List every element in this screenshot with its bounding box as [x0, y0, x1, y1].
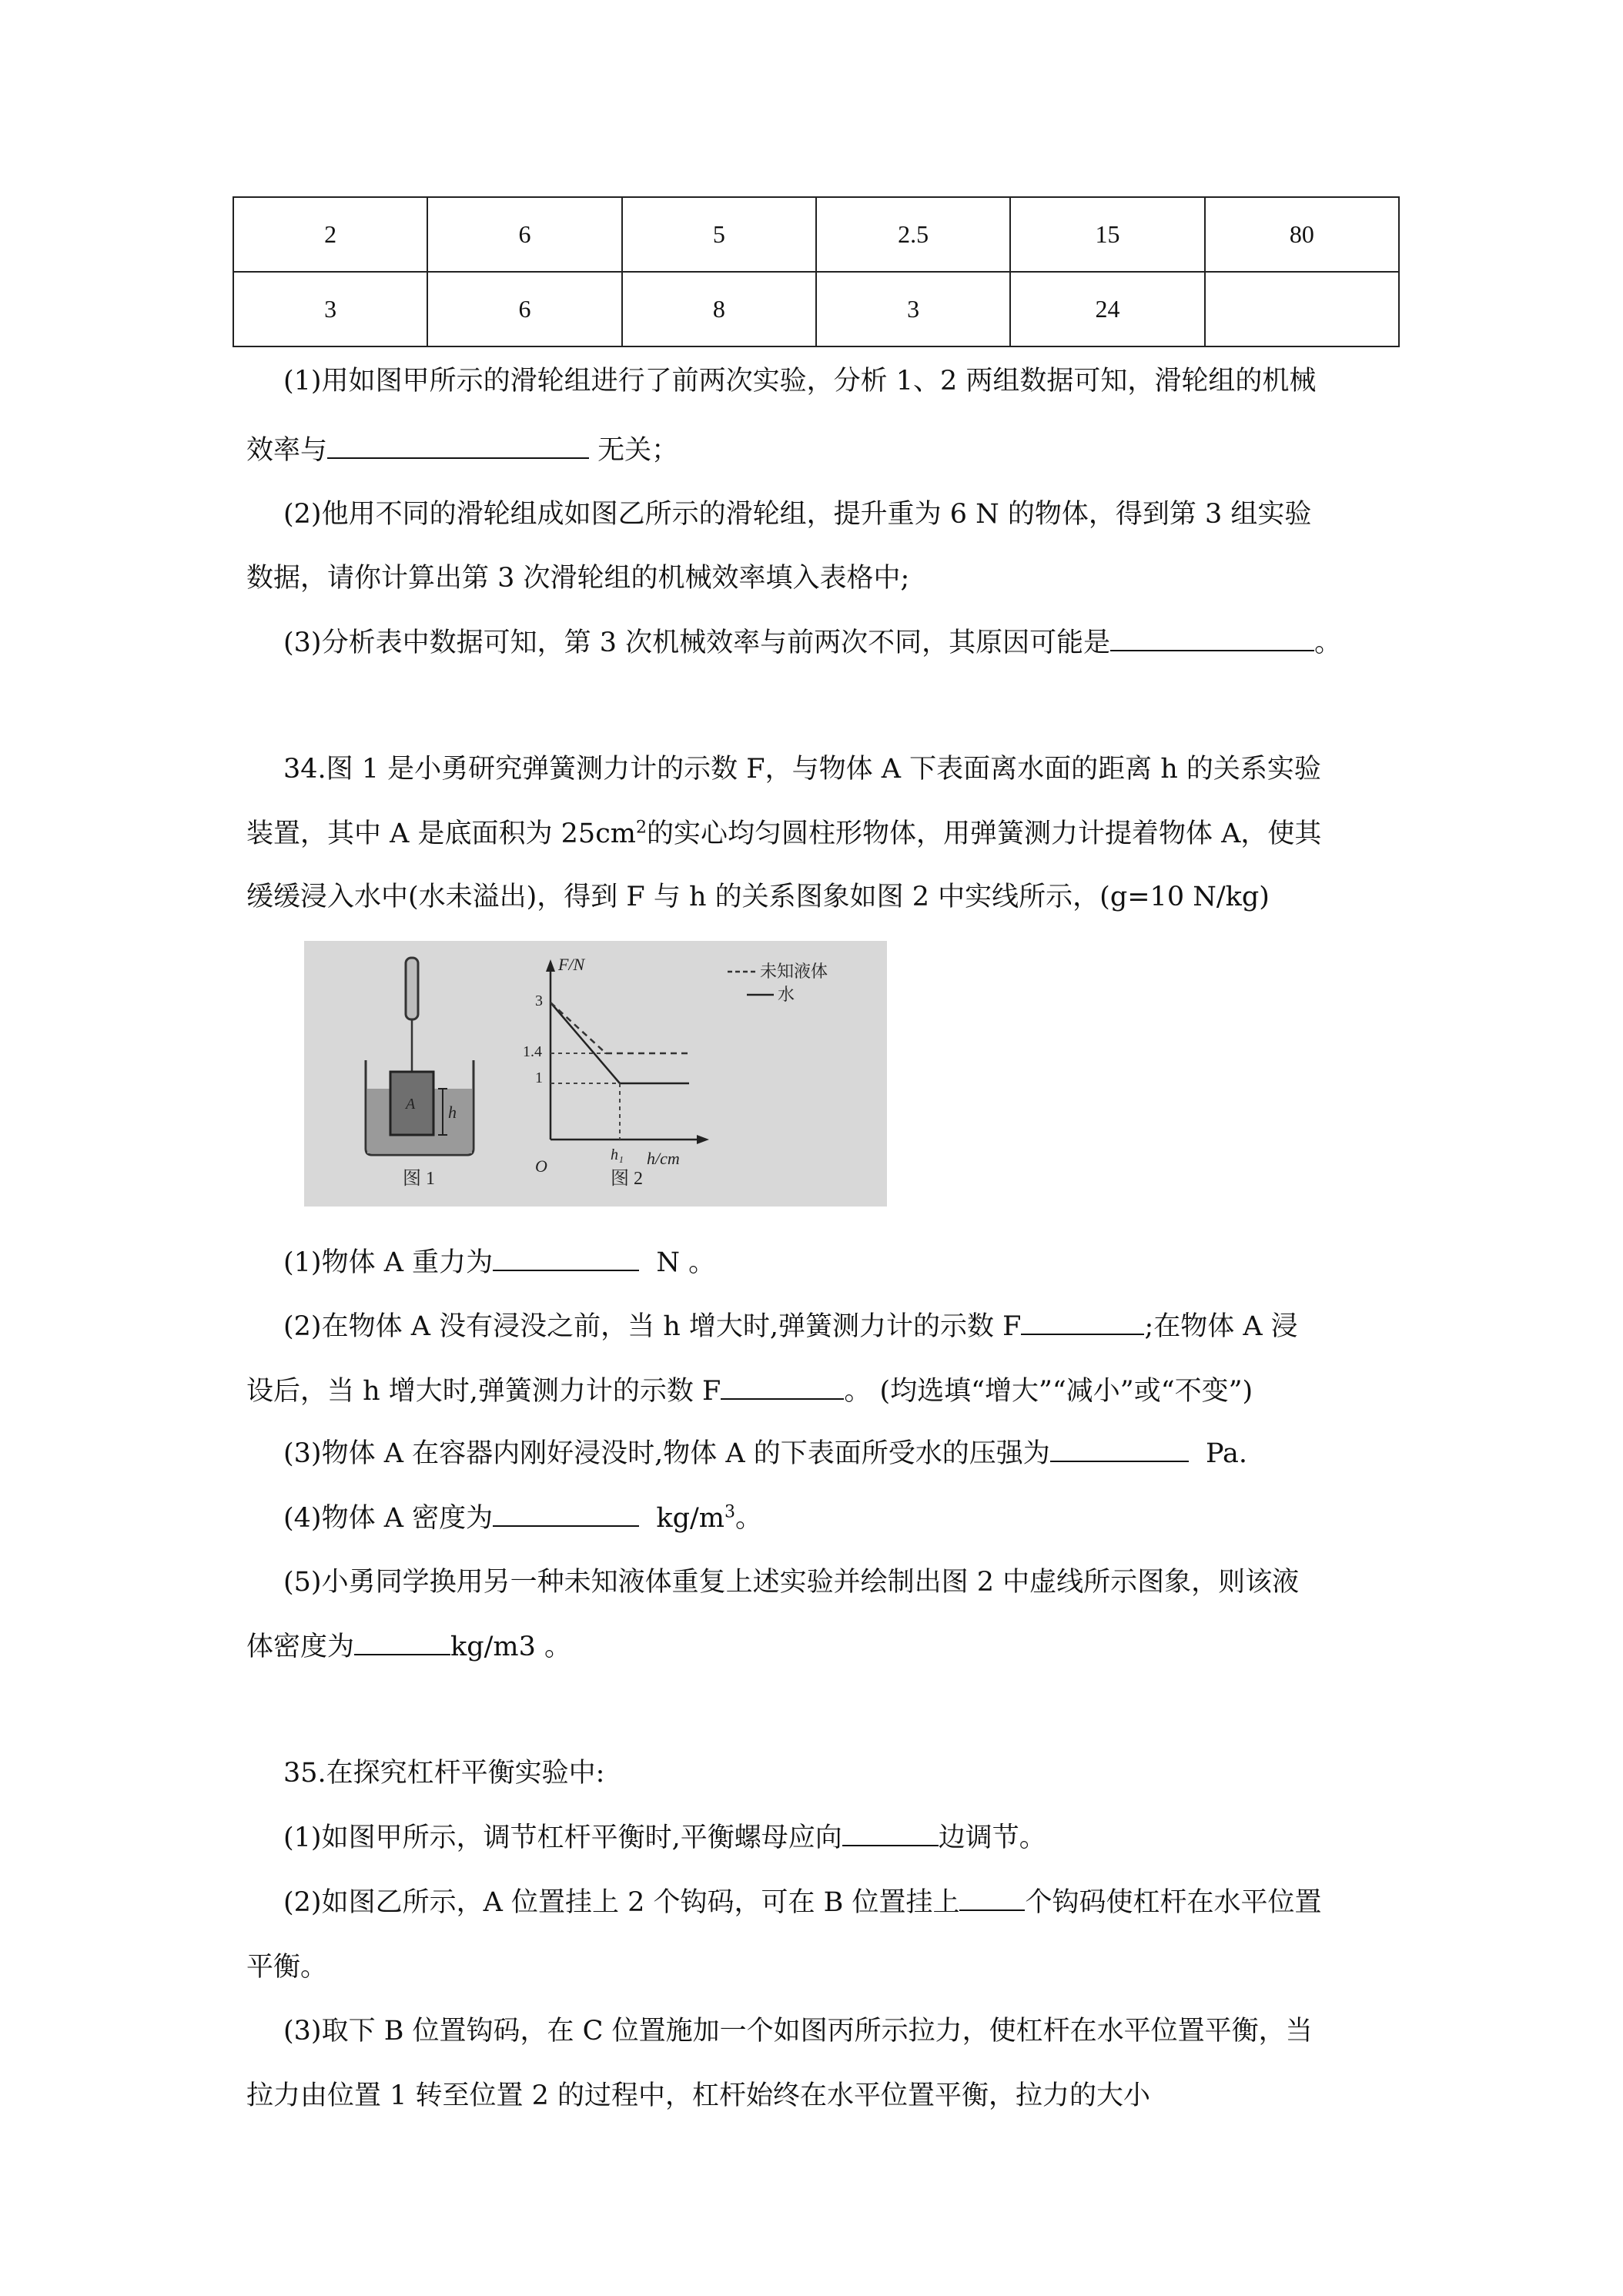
- answer-blank[interactable]: [721, 1372, 844, 1400]
- text: 体密度为: [246, 1632, 355, 1662]
- text: 设后，当 h 增大时,弹簧测力计的示数 F: [246, 1376, 721, 1407]
- q34-sub2-line1: [283, 1307, 1298, 1346]
- answer-blank[interactable]: [493, 1243, 639, 1271]
- text: 边调节。: [938, 1822, 1046, 1853]
- unknown-liquid-curve-slope: [550, 1002, 606, 1053]
- superscript: 2: [635, 818, 647, 838]
- answer-blank[interactable]: [1050, 1434, 1189, 1462]
- text: (3)取下 B 位置钩码，在 C 位置施加一个如图丙所示拉力，使杠杆在水平位置平衡，当: [283, 2016, 1313, 2047]
- text: kg/m3 。: [450, 1632, 572, 1662]
- text: (2)在物体 A 没有浸没之前，当 h 增大时,弹簧测力计的示数 F: [283, 1311, 1022, 1342]
- text: 个钩码使杠杆在水平位置: [1025, 1887, 1322, 1918]
- block-label: A: [406, 1096, 416, 1113]
- q34-intro-line2: [246, 815, 1321, 853]
- h1-label: h₁: [611, 1146, 624, 1163]
- q35-sub3-line2: [246, 2077, 1150, 2115]
- text: Pa.: [1206, 1438, 1248, 1469]
- q33-part2-line2: [246, 559, 909, 597]
- q34-intro-line1: [283, 750, 1321, 788]
- q34-sub5-line1: [283, 1563, 1299, 1602]
- text: 装置，其中 A 是底面积为 25cm: [246, 818, 636, 849]
- q35-intro: [283, 1754, 604, 1792]
- text: (5)小勇同学换用另一种未知液体重复上述实验并绘制出图 2 中虚线所示图象，则该液: [283, 1567, 1300, 1598]
- text: 拉力由位置 1 转至位置 2 的过程中，杠杆始终在水平位置平衡，拉力的大小: [246, 2080, 1151, 2111]
- text: 。 (均选填“增大”“减小”或“不变”): [844, 1376, 1253, 1407]
- answer-blank[interactable]: [842, 1819, 939, 1846]
- table-cell: 6: [427, 197, 621, 272]
- text: ;在物体 A 浸: [1144, 1311, 1298, 1342]
- table-cell: 24: [1010, 272, 1204, 346]
- text: N 。: [656, 1247, 716, 1278]
- table-cell: 2: [233, 197, 427, 272]
- answer-blank[interactable]: [354, 1628, 450, 1655]
- q33-part2-line1: [283, 495, 1311, 534]
- figure2-caption: 图 2: [611, 1169, 643, 1189]
- text: 的实心均匀圆柱形物体，用弹簧测力计提着物体 A，使其: [646, 818, 1322, 849]
- table-row: [233, 197, 1399, 272]
- text: 。: [1314, 628, 1342, 658]
- q35-sub3-line1: [283, 2012, 1313, 2050]
- q34-sub3: [283, 1434, 1247, 1473]
- figure1-apparatus: [366, 958, 474, 1189]
- q34-figure: [304, 941, 887, 1207]
- y-tick-label: 1.4: [523, 1043, 542, 1060]
- h-label: h: [448, 1103, 457, 1122]
- table-cell: 8: [622, 272, 816, 346]
- table-cell: 6: [427, 272, 621, 346]
- x-axis-label: h/cm: [647, 1149, 680, 1168]
- answer-blank[interactable]: [1110, 624, 1314, 651]
- q35-sub1: [283, 1819, 1046, 1857]
- text: 34.图 1 是小勇研究弹簧测力计的示数 F，与物体 A 下表面离水面的距离 h 的关系实验: [283, 754, 1321, 785]
- answer-blank[interactable]: [493, 1499, 639, 1527]
- y-axis-arrow: [546, 959, 555, 972]
- superscript: 3: [724, 1502, 735, 1522]
- text: (4)物体 A 密度为: [283, 1503, 494, 1534]
- text: 35.在探究杠杆平衡实验中:: [283, 1758, 605, 1789]
- text: (3)物体 A 在容器内刚好浸没时,物体 A 的下表面所受水的压强为: [283, 1438, 1050, 1469]
- text: (2)如图乙所示，A 位置挂上 2 个钩码，可在 B 位置挂上: [283, 1887, 960, 1918]
- q35-sub2-line2: [246, 1948, 327, 1986]
- q34-sub2-line2: [246, 1372, 1253, 1411]
- y-axis-label: F/N: [558, 955, 585, 974]
- text: 效率与: [246, 435, 328, 466]
- table-cell: 80: [1205, 197, 1399, 272]
- text: 数据，请你计算出第 3 次滑轮组的机械效率填入表格中;: [246, 563, 910, 594]
- text: (3)分析表中数据可知，第 3 次机械效率与前两次不同，其原因可能是: [283, 628, 1111, 658]
- answer-blank[interactable]: [327, 431, 589, 459]
- water-curve-slope: [550, 1002, 620, 1083]
- q34-sub1: [283, 1243, 715, 1282]
- text: 无关；: [597, 435, 679, 466]
- table-row: [233, 272, 1399, 346]
- table-cell: 15: [1010, 197, 1204, 272]
- figure1-caption: 图 1: [403, 1169, 435, 1189]
- x-axis-arrow: [697, 1135, 709, 1144]
- q33-part1-line2: [246, 431, 678, 470]
- text: 。: [735, 1503, 762, 1534]
- q35-sub2-line1: [283, 1883, 1322, 1922]
- table-cell: 3: [816, 272, 1010, 346]
- answer-blank[interactable]: [1021, 1307, 1144, 1335]
- figure-svg: [304, 941, 887, 1207]
- text: kg/m: [656, 1503, 724, 1534]
- origin-label: O: [535, 1156, 547, 1176]
- spring-scale: [406, 958, 418, 1019]
- table-cell: 2.5: [816, 197, 1010, 272]
- legend-dashed-label: 未知液体: [760, 962, 828, 981]
- q33-part3: [283, 624, 1341, 662]
- text: 平衡。: [246, 1952, 328, 1983]
- q34-sub5-line2: [246, 1628, 571, 1666]
- table-cell: 5: [622, 197, 816, 272]
- text: (2)他用不同的滑轮组成如图乙所示的滑轮组，提升重为 6 N 的物体，得到第 3 组实验: [283, 499, 1312, 530]
- text: (1)用如图甲所示的滑轮组进行了前两次实验，分析 1、2 两组数据可知，滑轮组的机械: [283, 366, 1317, 397]
- y-tick-label: 1: [535, 1069, 543, 1086]
- table-cell: 3: [233, 272, 427, 346]
- q34-sub4: [283, 1499, 762, 1538]
- text: (1)如图甲所示，调节杠杆平衡时,平衡螺母应向: [283, 1822, 842, 1853]
- q34-intro-line3: [246, 878, 1270, 916]
- legend-solid-label: 水: [778, 985, 795, 1004]
- experiment-data-table: [233, 196, 1400, 347]
- q33-part1-line1: [283, 362, 1316, 400]
- table-cell-empty: [1205, 272, 1399, 346]
- answer-blank[interactable]: [959, 1883, 1025, 1911]
- text: (1)物体 A 重力为: [283, 1247, 494, 1278]
- text: 缓缓浸入水中(水未溢出)，得到 F 与 h 的关系图象如图 2 中实线所示，(g=10 N/kg): [246, 882, 1270, 912]
- figure2-graph: [523, 955, 828, 1189]
- y-tick-label: 3: [535, 992, 543, 1009]
